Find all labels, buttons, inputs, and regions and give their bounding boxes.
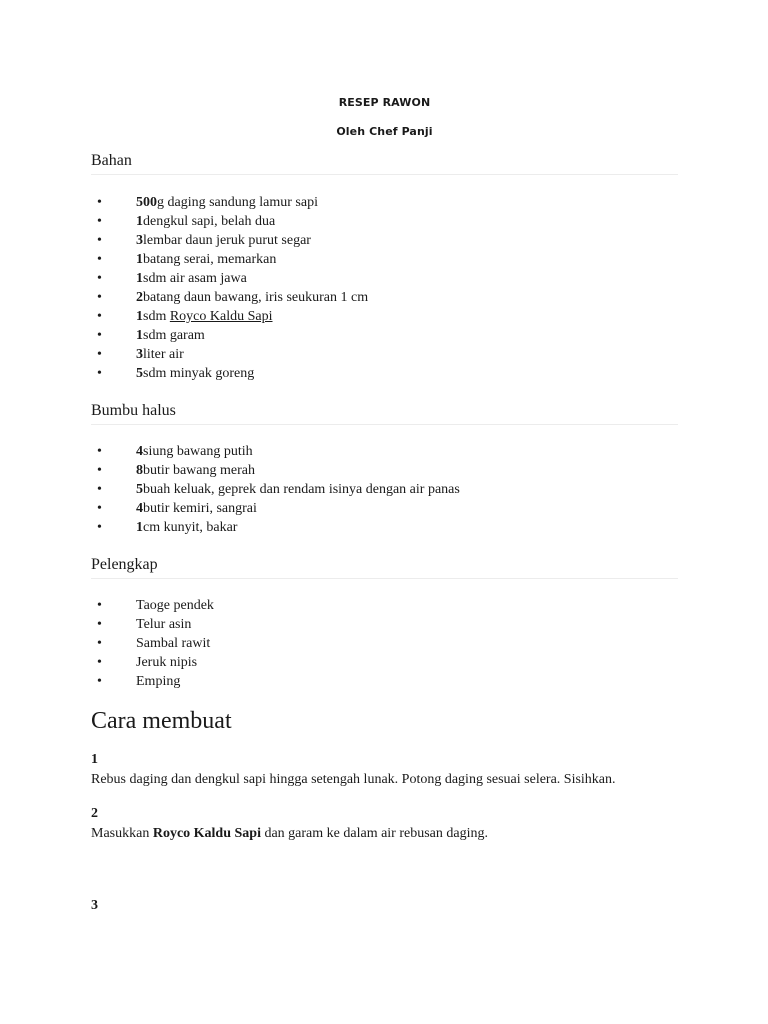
item-quantity: 1: [136, 520, 143, 535]
item-text: liter air: [143, 347, 184, 362]
item-quantity: 4: [136, 444, 143, 459]
section-heading-bahan: Bahan: [91, 152, 678, 175]
list-item: [91, 326, 368, 345]
list-item: [91, 672, 214, 691]
list-item: [91, 307, 368, 326]
bullet-icon: •: [97, 636, 102, 651]
bullet-icon: •: [97, 482, 102, 497]
bullet-icon: •: [97, 252, 102, 267]
item-quantity: 1: [136, 252, 143, 267]
item-text: sdm garam: [143, 328, 205, 343]
document-title: RESEP RAWON: [338, 96, 431, 109]
item-quantity: 2: [136, 290, 143, 305]
bullet-icon: •: [97, 290, 102, 305]
bullet-icon: •: [97, 674, 102, 689]
list-item: [91, 653, 214, 672]
list-item: [91, 212, 368, 231]
bullet-icon: •: [97, 617, 102, 632]
item-text: siung bawang putih: [143, 444, 253, 459]
list-item: [91, 231, 368, 250]
section-heading-cara-membuat: Cara membuat: [91, 708, 232, 734]
document-author: Oleh Chef Panji: [336, 125, 433, 138]
item-text: Jeruk nipis: [136, 655, 198, 670]
step-text-1: Rebus daging dan dengkul sapi hingga setengah lunak. Potong daging sesuai selera. Sisihkan.: [91, 772, 616, 787]
item-text: lembar daun jeruk purut segar: [143, 233, 311, 248]
bullet-icon: •: [97, 501, 102, 516]
bullet-icon: •: [97, 444, 102, 459]
list-item: [91, 250, 368, 269]
bullet-icon: •: [97, 195, 102, 210]
list-item: [91, 615, 214, 634]
item-quantity: 1: [136, 309, 143, 324]
step-number-3: 3: [91, 898, 98, 913]
item-quantity: 5: [136, 366, 143, 381]
item-text: dengkul sapi, belah dua: [143, 214, 276, 229]
item-quantity: 5: [136, 482, 143, 497]
step-number-2: 2: [91, 806, 98, 821]
item-text: batang daun bawang, iris seukuran 1 cm: [143, 290, 369, 305]
product-link[interactable]: Royco Kaldu Sapi: [169, 309, 273, 324]
bullet-icon: •: [97, 347, 102, 362]
item-text: batang serai, memarkan: [143, 252, 277, 267]
item-quantity: 8: [136, 463, 143, 478]
item-quantity: 1: [136, 214, 143, 229]
step-text-2-post: dan garam ke dalam air rebusan daging.: [260, 826, 488, 841]
item-text: buah keluak, geprek dan rendam isinya dengan air panas: [143, 482, 460, 497]
item-quantity: 1: [136, 328, 143, 343]
bullet-icon: •: [97, 655, 102, 670]
bullet-icon: •: [97, 328, 102, 343]
list-item: [91, 461, 460, 480]
list-item: [91, 288, 368, 307]
bullet-icon: •: [97, 463, 102, 478]
list-item: [91, 499, 460, 518]
bahan-list: [91, 193, 368, 383]
step-text-2-pre: Masukkan: [91, 826, 153, 841]
item-text: sdm minyak goreng: [143, 366, 255, 381]
item-quantity: 3: [136, 233, 143, 248]
item-text: Emping: [136, 674, 181, 689]
list-item: [91, 269, 368, 288]
section-heading-pelengkap: Pelengkap: [91, 556, 678, 579]
bullet-icon: •: [97, 309, 102, 324]
item-text: cm kunyit, bakar: [143, 520, 238, 535]
list-item: [91, 634, 214, 653]
section-heading-bumbu-halus: Bumbu halus: [91, 402, 678, 425]
step-text-2: [91, 826, 488, 842]
bullet-icon: •: [97, 271, 102, 286]
bullet-icon: •: [97, 366, 102, 381]
list-item: [91, 480, 460, 499]
list-item: [91, 345, 368, 364]
item-text: sdm: [143, 309, 170, 324]
bullet-icon: •: [97, 214, 102, 229]
list-item: [91, 442, 460, 461]
item-text: sdm air asam jawa: [143, 271, 247, 286]
list-item: [91, 364, 368, 383]
item-quantity: 4: [136, 501, 143, 516]
item-quantity: 1: [136, 271, 143, 286]
item-quantity: 3: [136, 347, 143, 362]
item-text: butir kemiri, sangrai: [143, 501, 257, 516]
step-number-1: 1: [91, 752, 98, 767]
item-text: g daging sandung lamur sapi: [157, 195, 318, 210]
item-text: butir bawang merah: [143, 463, 255, 478]
item-text: Taoge pendek: [136, 598, 214, 613]
pelengkap-list: [91, 596, 214, 691]
item-text: Telur asin: [136, 617, 192, 632]
item-text: Sambal rawit: [136, 636, 211, 651]
item-quantity: 500: [136, 195, 157, 210]
list-item: [91, 518, 460, 537]
bullet-icon: •: [97, 598, 102, 613]
bumbu-list: [91, 442, 460, 537]
step-text-2-product: Royco Kaldu Sapi: [152, 826, 261, 841]
list-item: [91, 596, 214, 615]
bullet-icon: •: [97, 520, 102, 535]
bullet-icon: •: [97, 233, 102, 248]
list-item: [91, 193, 368, 212]
